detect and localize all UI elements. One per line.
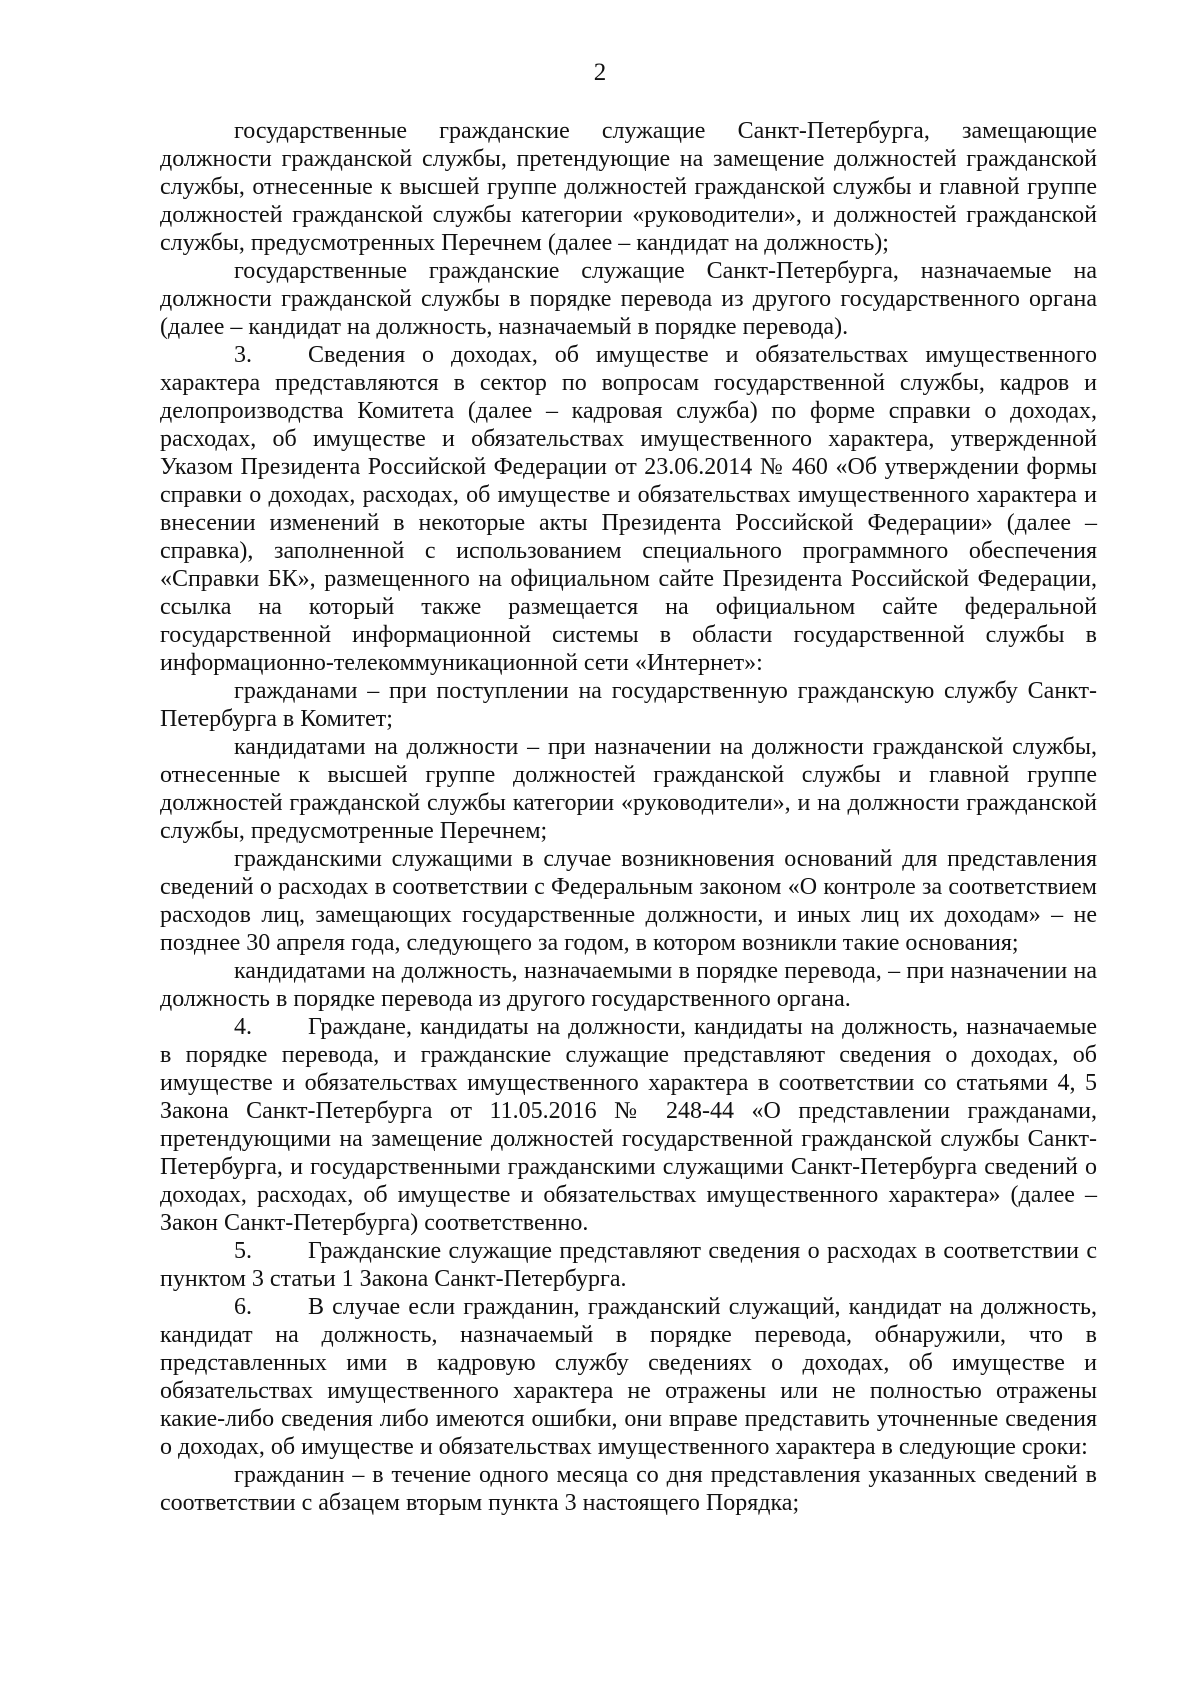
- paragraph-text: Гражданские служащие представляют сведения о расходах в соответствии с пунктом 3 статьи 1 Закона Санкт-Петербурга.: [160, 1238, 1097, 1292]
- paragraph-text: кандидатами на должности – при назначении на должности гражданской службы, отнесенные к высшей группе должностей гражданской службы и главной группе должностей гражданской службы категории «руководители», и на должности гражданской службы, предусмотренные Перечнем;: [160, 734, 1097, 844]
- page-number: 2: [593, 59, 607, 86]
- paragraph: [160, 117, 1097, 257]
- paragraph-number: 3.: [234, 342, 252, 368]
- paragraph: [160, 1013, 1097, 1237]
- paragraph-text: кандидатами на должность, назначаемыми в порядке перевода, – при назначении на должность в порядке перевода из другого государственного органа.: [160, 958, 1097, 1012]
- paragraph-text: государственные гражданские служащие Санкт-Петербурга, замещающие должности гражданской службы, претендующие на замещение должностей гражданской службы, отнесенные к высшей группе должностей гражданской службы и главной группе должностей гражданской службы категории «руководители», и должностей гражданской службы, предусмотренных Перечнем (далее – кандидат на должность);: [160, 118, 1097, 256]
- paragraph-number: 4.: [234, 1014, 252, 1040]
- paragraph: [160, 1237, 1097, 1293]
- paragraph-number: 5.: [234, 1238, 252, 1264]
- paragraph: [160, 1461, 1097, 1517]
- paragraph-text: гражданскими служащими в случае возникновения оснований для представления сведений о расходах в соответствии с Федеральным законом «О контроле за соответствием расходов лиц, замещающих государственные должности, и иных лиц их доходам» – не позднее 30 апреля года, следующего за годом, в котором возникли такие основания;: [160, 846, 1097, 956]
- document-body: [160, 117, 1097, 1517]
- paragraph-text: государственные гражданские служащие Санкт-Петербурга, назначаемые на должности гражданской службы в порядке перевода из другого государственного органа (далее – кандидат на должность, назначаемый в порядке перевода).: [160, 258, 1097, 340]
- paragraph: [160, 957, 1097, 1013]
- paragraph: [160, 733, 1097, 845]
- paragraph: [160, 677, 1097, 733]
- paragraph-text: Граждане, кандидаты на должности, кандидаты на должность, назначаемые в порядке перевода, и гражданские служащие представляют сведения о доходах, об имуществе и обязательствах имущественного характера в соответствии со статьями 4, 5 Закона Санкт-Петербурга от 11.05.2016 № 248-44 «О представлении гражданами, претендующими на замещение должностей государственной гражданской службы Санкт-Петербурга, и государственными гражданскими служащими Санкт-Петербурга сведений о доходах, расходах, об имуществе и обязательствах имущественного характера» (далее – Закон Санкт-Петербурга) соответственно.: [160, 1014, 1097, 1236]
- paragraph: [160, 257, 1097, 341]
- paragraph: [160, 845, 1097, 957]
- paragraph-number: 6.: [234, 1294, 252, 1320]
- paragraph-text: В случае если гражданин, гражданский служащий, кандидат на должность, кандидат на должность, назначаемый в порядке перевода, обнаружили, что в представленных ими в кадровую службу сведениях о доходах, об имуществе и обязательствах имущественного характера не отражены или не полностью отражены какие-либо сведения либо имеются ошибки, они вправе представить уточненные сведения о доходах, об имуществе и обязательствах имущественного характера в следующие сроки:: [160, 1294, 1097, 1460]
- paragraph-text: гражданами – при поступлении на государственную гражданскую службу Санкт-Петербурга в Комитет;: [160, 678, 1097, 732]
- paragraph-text: Сведения о доходах, об имуществе и обязательствах имущественного характера представляются в сектор по вопросам государственной службы, кадров и делопроизводства Комитета (далее – кадровая служба) по форме справки о доходах, расходах, об имуществе и обязательствах имущественного характера, утвержденной Указом Президента Российской Федерации от 23.06.2014 № 460 «Об утверждении формы справки о доходах, расходах, об имуществе и обязательствах имущественного характера и внесении изменений в некоторые акты Президента Российской Федерации» (далее – справка), заполненной с использованием специального программного обеспечения «Справки БК», размещенного на официальном сайте Президента Российской Федерации, ссылка на который также размещается на официальном сайте федеральной государственной информационной системы в области государственной службы в информационно-телекоммуникационной сети «Интернет»:: [160, 342, 1097, 676]
- paragraph: [160, 341, 1097, 677]
- paragraph: [160, 1293, 1097, 1461]
- paragraph-text: гражданин – в течение одного месяца со дня представления указанных сведений в соответствии с абзацем вторым пункта 3 настоящего Порядка;: [160, 1462, 1097, 1516]
